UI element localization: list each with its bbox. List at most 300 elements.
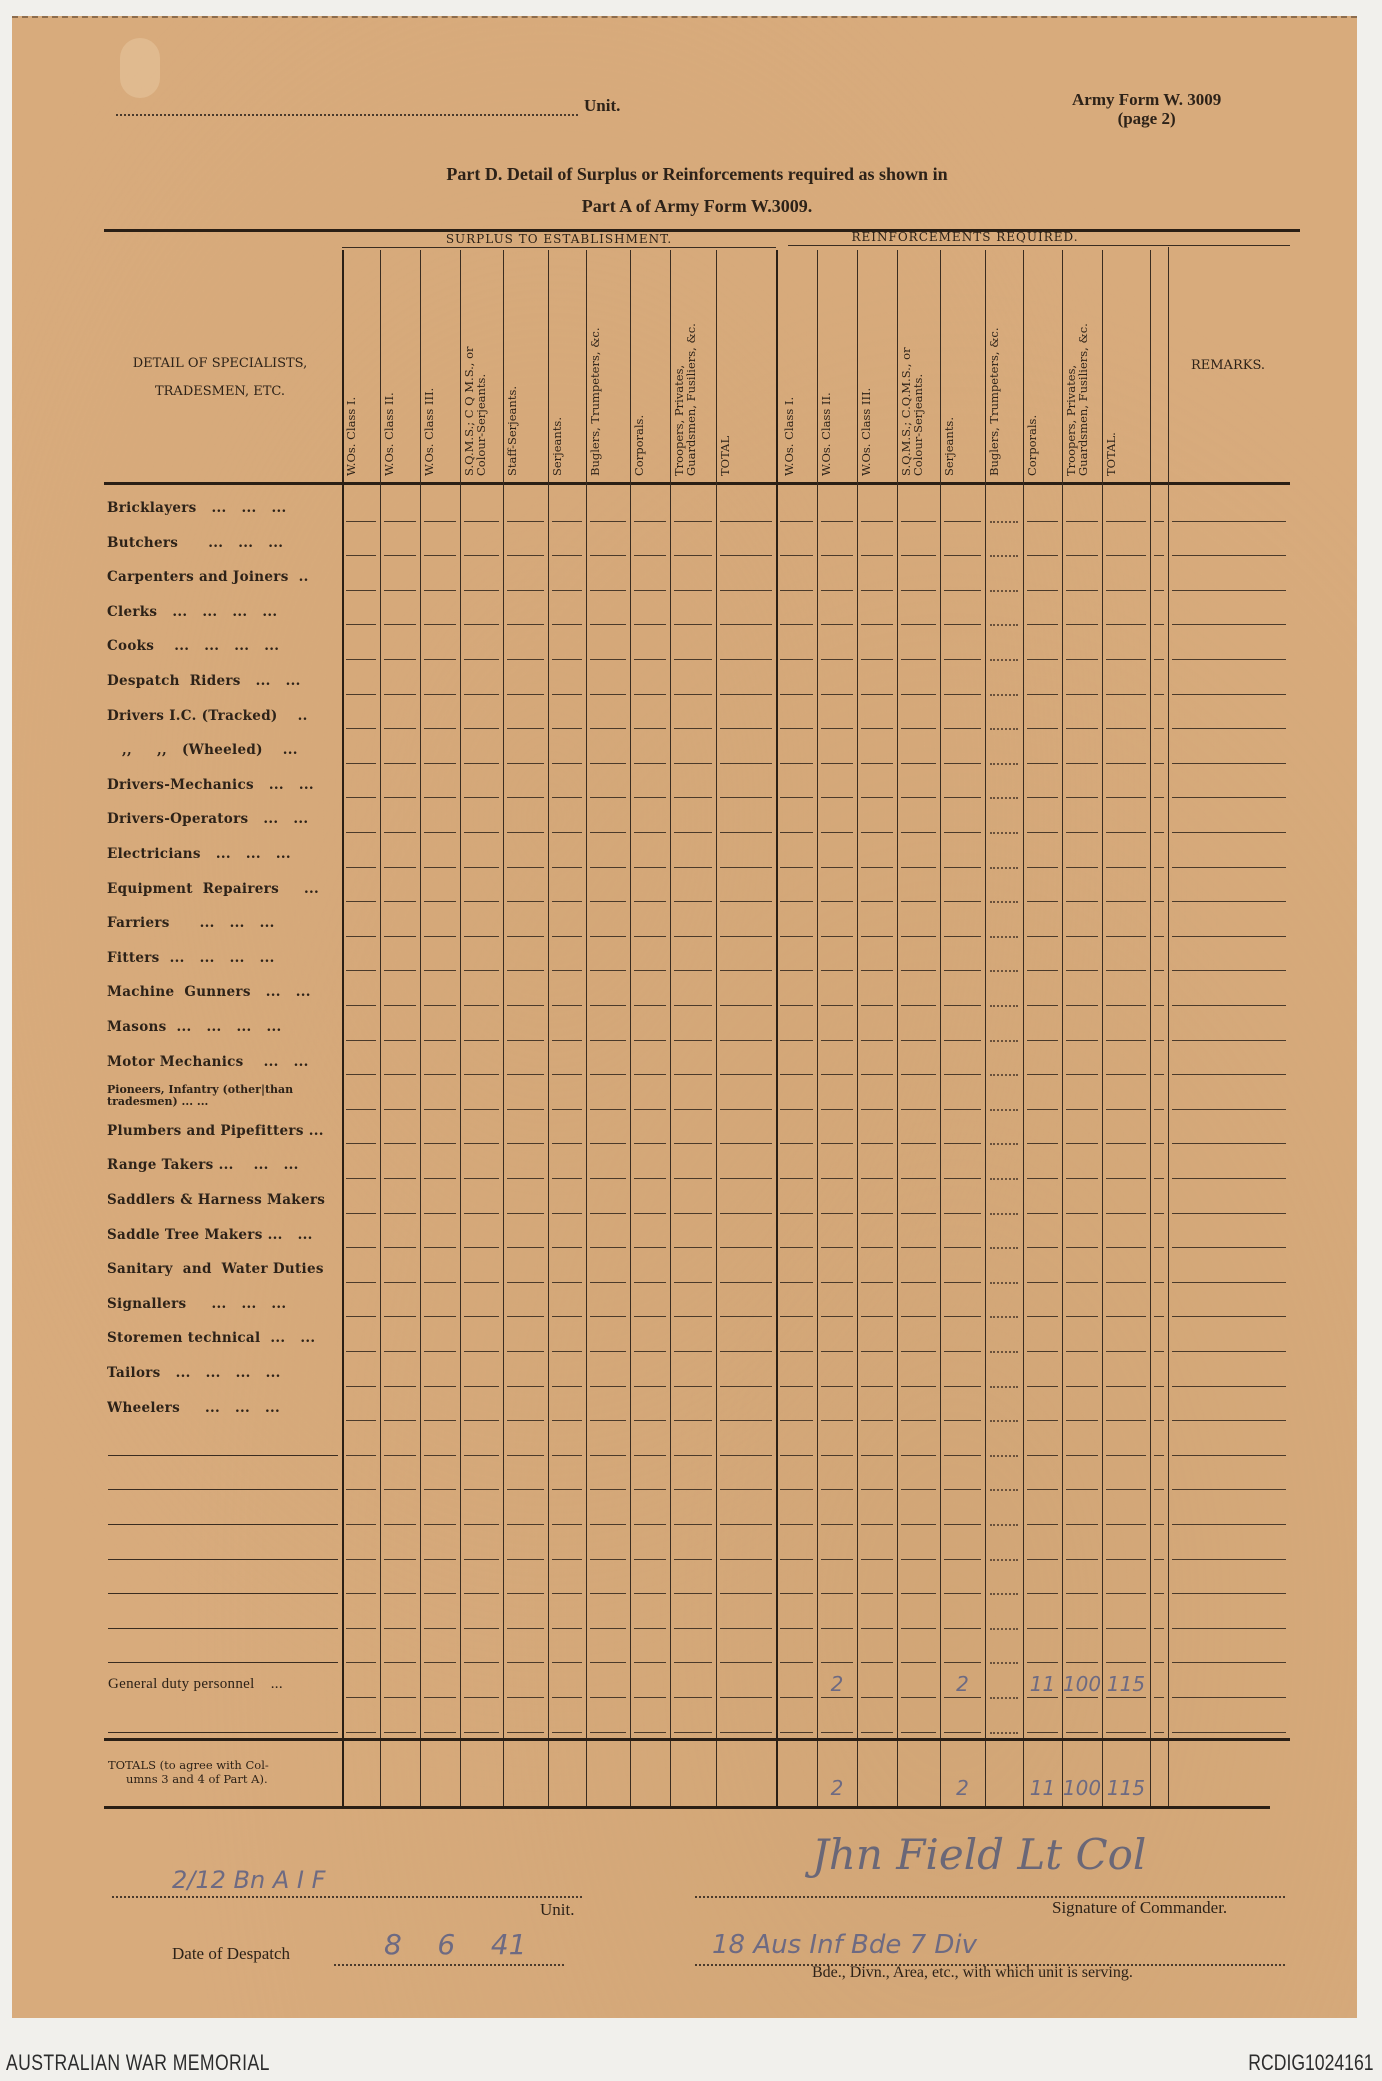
- cell-rule: [821, 521, 853, 522]
- cell-rule: [464, 936, 499, 937]
- cell-rule: [384, 1489, 416, 1490]
- row-label: Despatch Riders ... ...: [107, 673, 301, 689]
- cell-rule: [1066, 832, 1098, 833]
- cell-rule: [1066, 1662, 1098, 1663]
- surplus-group-header: SURPLUS TO ESTABLISHMENT.: [445, 232, 673, 246]
- cell-rule: [507, 936, 544, 937]
- cell-rule: [780, 1386, 813, 1387]
- cell-rule: [424, 832, 456, 833]
- cell-rule: [901, 1732, 936, 1733]
- cell-rule: [1066, 1732, 1098, 1733]
- cell-dotted-rule: [990, 1697, 1018, 1699]
- general-duty-value-troopers[interactable]: 100: [1062, 1672, 1102, 1697]
- cell-rule: [507, 1143, 544, 1144]
- cell-rule: [821, 590, 853, 591]
- cell-rule: [346, 659, 376, 660]
- cell-rule: [552, 1005, 582, 1006]
- totals-label: [108, 1758, 340, 1786]
- cell-rule: [1066, 936, 1098, 937]
- cell-rule: [901, 1455, 936, 1456]
- cell-rule: [552, 1628, 582, 1629]
- cell-rule: [552, 1178, 582, 1179]
- cell-rule: [720, 1420, 772, 1421]
- serving-field-value[interactable]: 18 Aus Inf Bde 7 Div: [712, 1930, 978, 1960]
- cell-rule: [901, 1489, 936, 1490]
- cell-rule: [861, 1178, 893, 1179]
- cell-rule: [861, 1697, 893, 1698]
- remarks-rule: [1172, 1386, 1286, 1387]
- column-divider: [1168, 247, 1169, 1806]
- cell-rule: [861, 970, 893, 971]
- cell-rule: [674, 797, 712, 798]
- cell-dotted-rule: [990, 1109, 1018, 1111]
- cell-rule: [1066, 1213, 1098, 1214]
- title-line-1: Part D. Detail of Surplus or Reinforcements required as shown in: [446, 164, 948, 184]
- cell-dotted-rule: [990, 1005, 1018, 1007]
- cell-rule: [346, 1178, 376, 1179]
- serving-field-label: Bde., Divn., Area, etc., with which unit is serving.: [812, 1964, 1133, 1981]
- cell-rule: [944, 936, 981, 937]
- institution-caption: AUSTRALIAN WAR MEMORIAL: [6, 2050, 270, 2075]
- cell-rule: [464, 832, 499, 833]
- remarks-rule: [1172, 936, 1286, 937]
- cell-rule: [464, 1628, 499, 1629]
- cell-rule: [1027, 1213, 1058, 1214]
- remarks-rule: [1172, 1109, 1286, 1110]
- totals-value-wo-class-ii[interactable]: 2: [830, 1775, 844, 1800]
- cell-rule: [507, 970, 544, 971]
- cell-rule: [1066, 1524, 1098, 1525]
- row-label: Motor Mechanics ... ...: [107, 1053, 309, 1070]
- cell-dotted-rule: [990, 1628, 1018, 1630]
- cell-rule: [861, 797, 893, 798]
- column-divider: [940, 250, 941, 1806]
- cell-rule: [1027, 728, 1058, 729]
- cell-rule: [944, 1524, 981, 1525]
- cell-rule: [720, 1593, 772, 1594]
- cell-rule: [1106, 1316, 1146, 1317]
- surplus-column-header: Corporals.: [632, 414, 646, 476]
- cell-rule: [1154, 1489, 1164, 1490]
- cell-rule: [720, 521, 772, 522]
- cell-rule: [346, 1282, 376, 1283]
- header-bottom-rule: [104, 482, 1290, 485]
- cell-rule: [464, 1732, 499, 1733]
- cell-rule: [634, 797, 666, 798]
- cell-rule: [821, 659, 853, 660]
- title-line-2: Part A of Army Form W.3009.: [581, 196, 813, 216]
- general-duty-value-wo-class-ii[interactable]: 2: [830, 1672, 844, 1697]
- cell-rule: [384, 1282, 416, 1283]
- cell-rule: [1154, 1351, 1164, 1352]
- cell-rule: [1027, 1074, 1058, 1075]
- cell-rule: [901, 521, 936, 522]
- cell-rule: [590, 1662, 626, 1663]
- cell-rule: [424, 936, 456, 937]
- cell-rule: [821, 1559, 853, 1560]
- totals-value-corporals[interactable]: 11: [1029, 1775, 1056, 1800]
- remarks-rule: [1172, 797, 1286, 798]
- cell-rule: [720, 1109, 772, 1110]
- cell-rule: [590, 694, 626, 695]
- cell-rule: [464, 901, 499, 902]
- cell-rule: [1154, 1593, 1164, 1594]
- cell-rule: [821, 728, 853, 729]
- cell-rule: [424, 1489, 456, 1490]
- cell-rule: [634, 1593, 666, 1594]
- cell-rule: [552, 1732, 582, 1733]
- cell-rule: [901, 1074, 936, 1075]
- cell-rule: [590, 1489, 626, 1490]
- cell-rule: [424, 521, 456, 522]
- row-label: Tailors ... ... ... ...: [107, 1365, 281, 1381]
- cell-rule: [634, 590, 666, 591]
- cell-rule: [590, 521, 626, 522]
- table-bottom-rule: [104, 1806, 1270, 1809]
- cell-rule: [720, 970, 772, 971]
- cell-rule: [1066, 1178, 1098, 1179]
- cell-dotted-rule: [990, 1282, 1018, 1284]
- cell-rule: [1066, 1109, 1098, 1110]
- cell-rule: [944, 1351, 981, 1352]
- surplus-column-header: Serjeants.: [550, 417, 564, 476]
- cell-rule: [1154, 1455, 1164, 1456]
- row-label: Saddle Tree Makers ... ...: [107, 1226, 313, 1243]
- cell-rule: [780, 694, 813, 695]
- cell-rule: [1106, 1282, 1146, 1283]
- cell-rule: [1066, 797, 1098, 798]
- cell-rule: [861, 1559, 893, 1560]
- cell-rule: [1106, 694, 1146, 695]
- cell-dotted-rule: [990, 1247, 1018, 1249]
- remarks-rule: [1172, 1662, 1286, 1663]
- cell-rule: [590, 1074, 626, 1075]
- cell-rule: [552, 1489, 582, 1490]
- surplus-column-header: Staff-Serjeants.: [505, 386, 519, 476]
- column-divider: [630, 250, 631, 1806]
- cell-rule: [720, 1247, 772, 1248]
- surplus-column-header: Buglers, Trumpeters, &c.: [588, 327, 602, 476]
- cell-rule: [346, 624, 376, 625]
- cell-rule: [552, 1455, 582, 1456]
- cell-rule: [424, 659, 456, 660]
- cell-rule: [1106, 1386, 1146, 1387]
- cell-rule: [424, 1628, 456, 1629]
- cell-rule: [780, 797, 813, 798]
- totals-value-total[interactable]: 115: [1106, 1775, 1146, 1800]
- cell-rule: [720, 1143, 772, 1144]
- cell-rule: [1154, 659, 1164, 660]
- cell-rule: [780, 867, 813, 868]
- cell-rule: [674, 728, 712, 729]
- general-duty-value-serjeants[interactable]: 2: [956, 1672, 969, 1697]
- cell-rule: [901, 590, 936, 591]
- cell-rule: [821, 1628, 853, 1629]
- cell-rule: [821, 1662, 853, 1663]
- cell-rule: [901, 901, 936, 902]
- cell-rule: [464, 1005, 499, 1006]
- cell-rule: [944, 694, 981, 695]
- cell-rule: [384, 1005, 416, 1006]
- cell-rule: [590, 1213, 626, 1214]
- cell-rule: [821, 1213, 853, 1214]
- cell-rule: [346, 763, 376, 764]
- cell-rule: [861, 1247, 893, 1248]
- cell-rule: [552, 1697, 582, 1698]
- cell-rule: [1154, 555, 1164, 556]
- cell-rule: [464, 694, 499, 695]
- cell-rule: [674, 1143, 712, 1144]
- cell-rule: [346, 1524, 376, 1525]
- reinforcement-column-header: S.Q.M.S.; C.Q.M.S., or Colour-Serjeants.: [899, 347, 925, 476]
- cell-rule: [552, 1420, 582, 1421]
- cell-dotted-rule: [990, 1732, 1018, 1734]
- unit-field-line: [112, 1896, 582, 1898]
- cell-rule: [944, 1143, 981, 1144]
- cell-rule: [780, 1489, 813, 1490]
- cell-rule: [346, 1732, 376, 1733]
- remarks-rule: [1172, 1074, 1286, 1075]
- remarks-rule: [1172, 1213, 1286, 1214]
- cell-dotted-rule: [990, 1316, 1018, 1318]
- cell-rule: [464, 1697, 499, 1698]
- cell-rule: [552, 797, 582, 798]
- cell-rule: [1106, 1074, 1146, 1075]
- cell-rule: [720, 1316, 772, 1317]
- totals-label-line-1: TOTALS (to agree with Col-: [108, 1757, 269, 1772]
- cell-rule: [590, 624, 626, 625]
- cell-rule: [507, 901, 544, 902]
- cell-rule: [634, 728, 666, 729]
- row-label: Drivers-Mechanics ... ...: [107, 776, 314, 793]
- cell-rule: [464, 1213, 499, 1214]
- cell-rule: [1066, 1040, 1098, 1041]
- cell-rule: [821, 901, 853, 902]
- cell-rule: [1027, 521, 1058, 522]
- cell-rule: [861, 1109, 893, 1110]
- cell-rule: [720, 1524, 772, 1525]
- blank-row-label-rule: [108, 1732, 338, 1733]
- cell-rule: [634, 1662, 666, 1663]
- cell-rule: [590, 1143, 626, 1144]
- cell-rule: [590, 1316, 626, 1317]
- totals-value-troopers[interactable]: 100: [1062, 1775, 1102, 1800]
- cell-rule: [1106, 1455, 1146, 1456]
- date-of-despatch-value[interactable]: 8 6 41: [384, 1928, 527, 1961]
- cell-rule: [674, 1628, 712, 1629]
- cell-rule: [674, 1351, 712, 1352]
- cell-rule: [674, 1697, 712, 1698]
- cell-rule: [720, 590, 772, 591]
- row-label: Range Takers ... ... ...: [107, 1157, 299, 1174]
- date-field-line: [334, 1964, 564, 1966]
- cell-rule: [634, 659, 666, 660]
- cell-rule: [507, 1697, 544, 1698]
- remarks-rule: [1172, 1420, 1286, 1421]
- cell-rule: [1027, 1593, 1058, 1594]
- cell-rule: [780, 1593, 813, 1594]
- cell-rule: [944, 1247, 981, 1248]
- column-divider: [548, 250, 549, 1806]
- cell-rule: [590, 1732, 626, 1733]
- cell-rule: [1154, 1386, 1164, 1387]
- cell-rule: [507, 1213, 544, 1214]
- cell-rule: [346, 1316, 376, 1317]
- cell-rule: [901, 832, 936, 833]
- cell-rule: [346, 1109, 376, 1110]
- cell-rule: [821, 1351, 853, 1352]
- cell-rule: [1066, 1489, 1098, 1490]
- column-divider: [985, 250, 986, 1806]
- cell-rule: [1106, 1559, 1146, 1560]
- column-divider: [817, 250, 818, 1806]
- cell-rule: [861, 1489, 893, 1490]
- cell-rule: [674, 1489, 712, 1490]
- cell-rule: [944, 1455, 981, 1456]
- cell-dotted-rule: [990, 521, 1018, 523]
- cell-rule: [944, 1074, 981, 1075]
- cell-rule: [861, 901, 893, 902]
- cell-rule: [464, 1524, 499, 1525]
- cell-rule: [901, 1662, 936, 1663]
- cell-rule: [780, 1282, 813, 1283]
- cell-rule: [1066, 867, 1098, 868]
- row-label: Carpenters and Joiners ..: [107, 569, 309, 586]
- cell-rule: [1154, 694, 1164, 695]
- cell-rule: [674, 1559, 712, 1560]
- cell-rule: [424, 1386, 456, 1387]
- row-label: Plumbers and Pipefitters ...: [107, 1122, 324, 1139]
- cell-rule: [424, 1282, 456, 1283]
- row-label: Farriers ... ... ...: [107, 915, 275, 932]
- cell-rule: [1027, 763, 1058, 764]
- cell-rule: [1154, 1628, 1164, 1629]
- row-label: ,, ,, (Wheeled) ...: [107, 742, 298, 759]
- cell-rule: [780, 1005, 813, 1006]
- cell-rule: [507, 832, 544, 833]
- cell-rule: [507, 1559, 544, 1560]
- cell-rule: [861, 1524, 893, 1525]
- column-divider: [586, 250, 587, 1806]
- cell-rule: [346, 694, 376, 695]
- row-label: Drivers-Operators ... ...: [107, 811, 309, 828]
- remarks-rule: [1172, 1351, 1286, 1352]
- cell-rule: [674, 1386, 712, 1387]
- cell-rule: [1106, 521, 1146, 522]
- cell-rule: [780, 1109, 813, 1110]
- cell-rule: [552, 1662, 582, 1663]
- column-divider: [897, 250, 898, 1806]
- cell-dotted-rule: [990, 1662, 1018, 1664]
- cell-rule: [424, 1109, 456, 1110]
- cell-rule: [944, 1697, 981, 1698]
- cell-rule: [1027, 936, 1058, 937]
- remarks-rule: [1172, 1489, 1286, 1490]
- cell-rule: [780, 1455, 813, 1456]
- cell-rule: [464, 624, 499, 625]
- cell-rule: [674, 1593, 712, 1594]
- cell-rule: [384, 659, 416, 660]
- cell-rule: [1027, 1247, 1058, 1248]
- cell-rule: [901, 1040, 936, 1041]
- reinforcement-column-header: Troopers, Privates, Guardsmen, Fusiliers, &c.: [1064, 323, 1090, 476]
- cell-rule: [634, 1040, 666, 1041]
- cell-rule: [780, 1697, 813, 1698]
- totals-value-serjeants[interactable]: 2: [956, 1775, 969, 1800]
- cell-rule: [1154, 521, 1164, 522]
- cell-dotted-rule: [990, 970, 1018, 972]
- cell-rule: [384, 901, 416, 902]
- cell-rule: [780, 1420, 813, 1421]
- cell-rule: [780, 521, 813, 522]
- cell-rule: [384, 1247, 416, 1248]
- detail-header-line-1: DETAIL OF SPECIALISTS,: [132, 356, 308, 371]
- cell-rule: [384, 1662, 416, 1663]
- cell-rule: [424, 1524, 456, 1525]
- cell-rule: [944, 1005, 981, 1006]
- cell-rule: [634, 555, 666, 556]
- row-label: Pioneers, Infantry (other|than tradesmen) ... ...: [107, 1083, 294, 1109]
- cell-dotted-rule: [990, 797, 1018, 799]
- cell-rule: [552, 1351, 582, 1352]
- general-duty-value-total[interactable]: 115: [1106, 1672, 1146, 1697]
- surplus-column-header: TOTAL: [718, 435, 732, 476]
- cell-rule: [901, 1628, 936, 1629]
- cell-rule: [780, 555, 813, 556]
- cell-rule: [464, 1420, 499, 1421]
- general-duty-value-corporals[interactable]: 11: [1029, 1672, 1056, 1697]
- cell-rule: [720, 1040, 772, 1041]
- cell-rule: [346, 1489, 376, 1490]
- cell-rule: [674, 1109, 712, 1110]
- cell-rule: [1027, 1316, 1058, 1317]
- cell-rule: [424, 1662, 456, 1663]
- cell-rule: [861, 624, 893, 625]
- cell-rule: [1066, 1005, 1098, 1006]
- cell-rule: [944, 970, 981, 971]
- cell-dotted-rule: [990, 624, 1018, 626]
- cell-rule: [346, 1005, 376, 1006]
- cell-rule: [861, 936, 893, 937]
- column-divider: [776, 250, 778, 1806]
- cell-rule: [1106, 832, 1146, 833]
- commander-signature[interactable]: Jhn Field Lt Col: [812, 1830, 1147, 1879]
- cell-rule: [944, 867, 981, 868]
- cell-rule: [1106, 763, 1146, 764]
- cell-rule: [674, 1420, 712, 1421]
- remarks-rule: [1172, 1005, 1286, 1006]
- cell-rule: [1154, 728, 1164, 729]
- cell-rule: [1154, 1247, 1164, 1248]
- cell-rule: [1154, 1420, 1164, 1421]
- cell-rule: [507, 1005, 544, 1006]
- cell-rule: [944, 521, 981, 522]
- cell-rule: [634, 1247, 666, 1248]
- cell-rule: [507, 555, 544, 556]
- cell-rule: [384, 867, 416, 868]
- cell-rule: [1027, 1489, 1058, 1490]
- cell-rule: [1106, 1697, 1146, 1698]
- cell-rule: [720, 555, 772, 556]
- cell-rule: [464, 659, 499, 660]
- unit-field-value[interactable]: 2/12 Bn A I F: [172, 1866, 326, 1894]
- cell-dotted-rule: [990, 936, 1018, 938]
- cell-rule: [821, 1178, 853, 1179]
- cell-rule: [720, 728, 772, 729]
- cell-rule: [507, 1732, 544, 1733]
- cell-rule: [424, 624, 456, 625]
- column-divider: [420, 250, 421, 1806]
